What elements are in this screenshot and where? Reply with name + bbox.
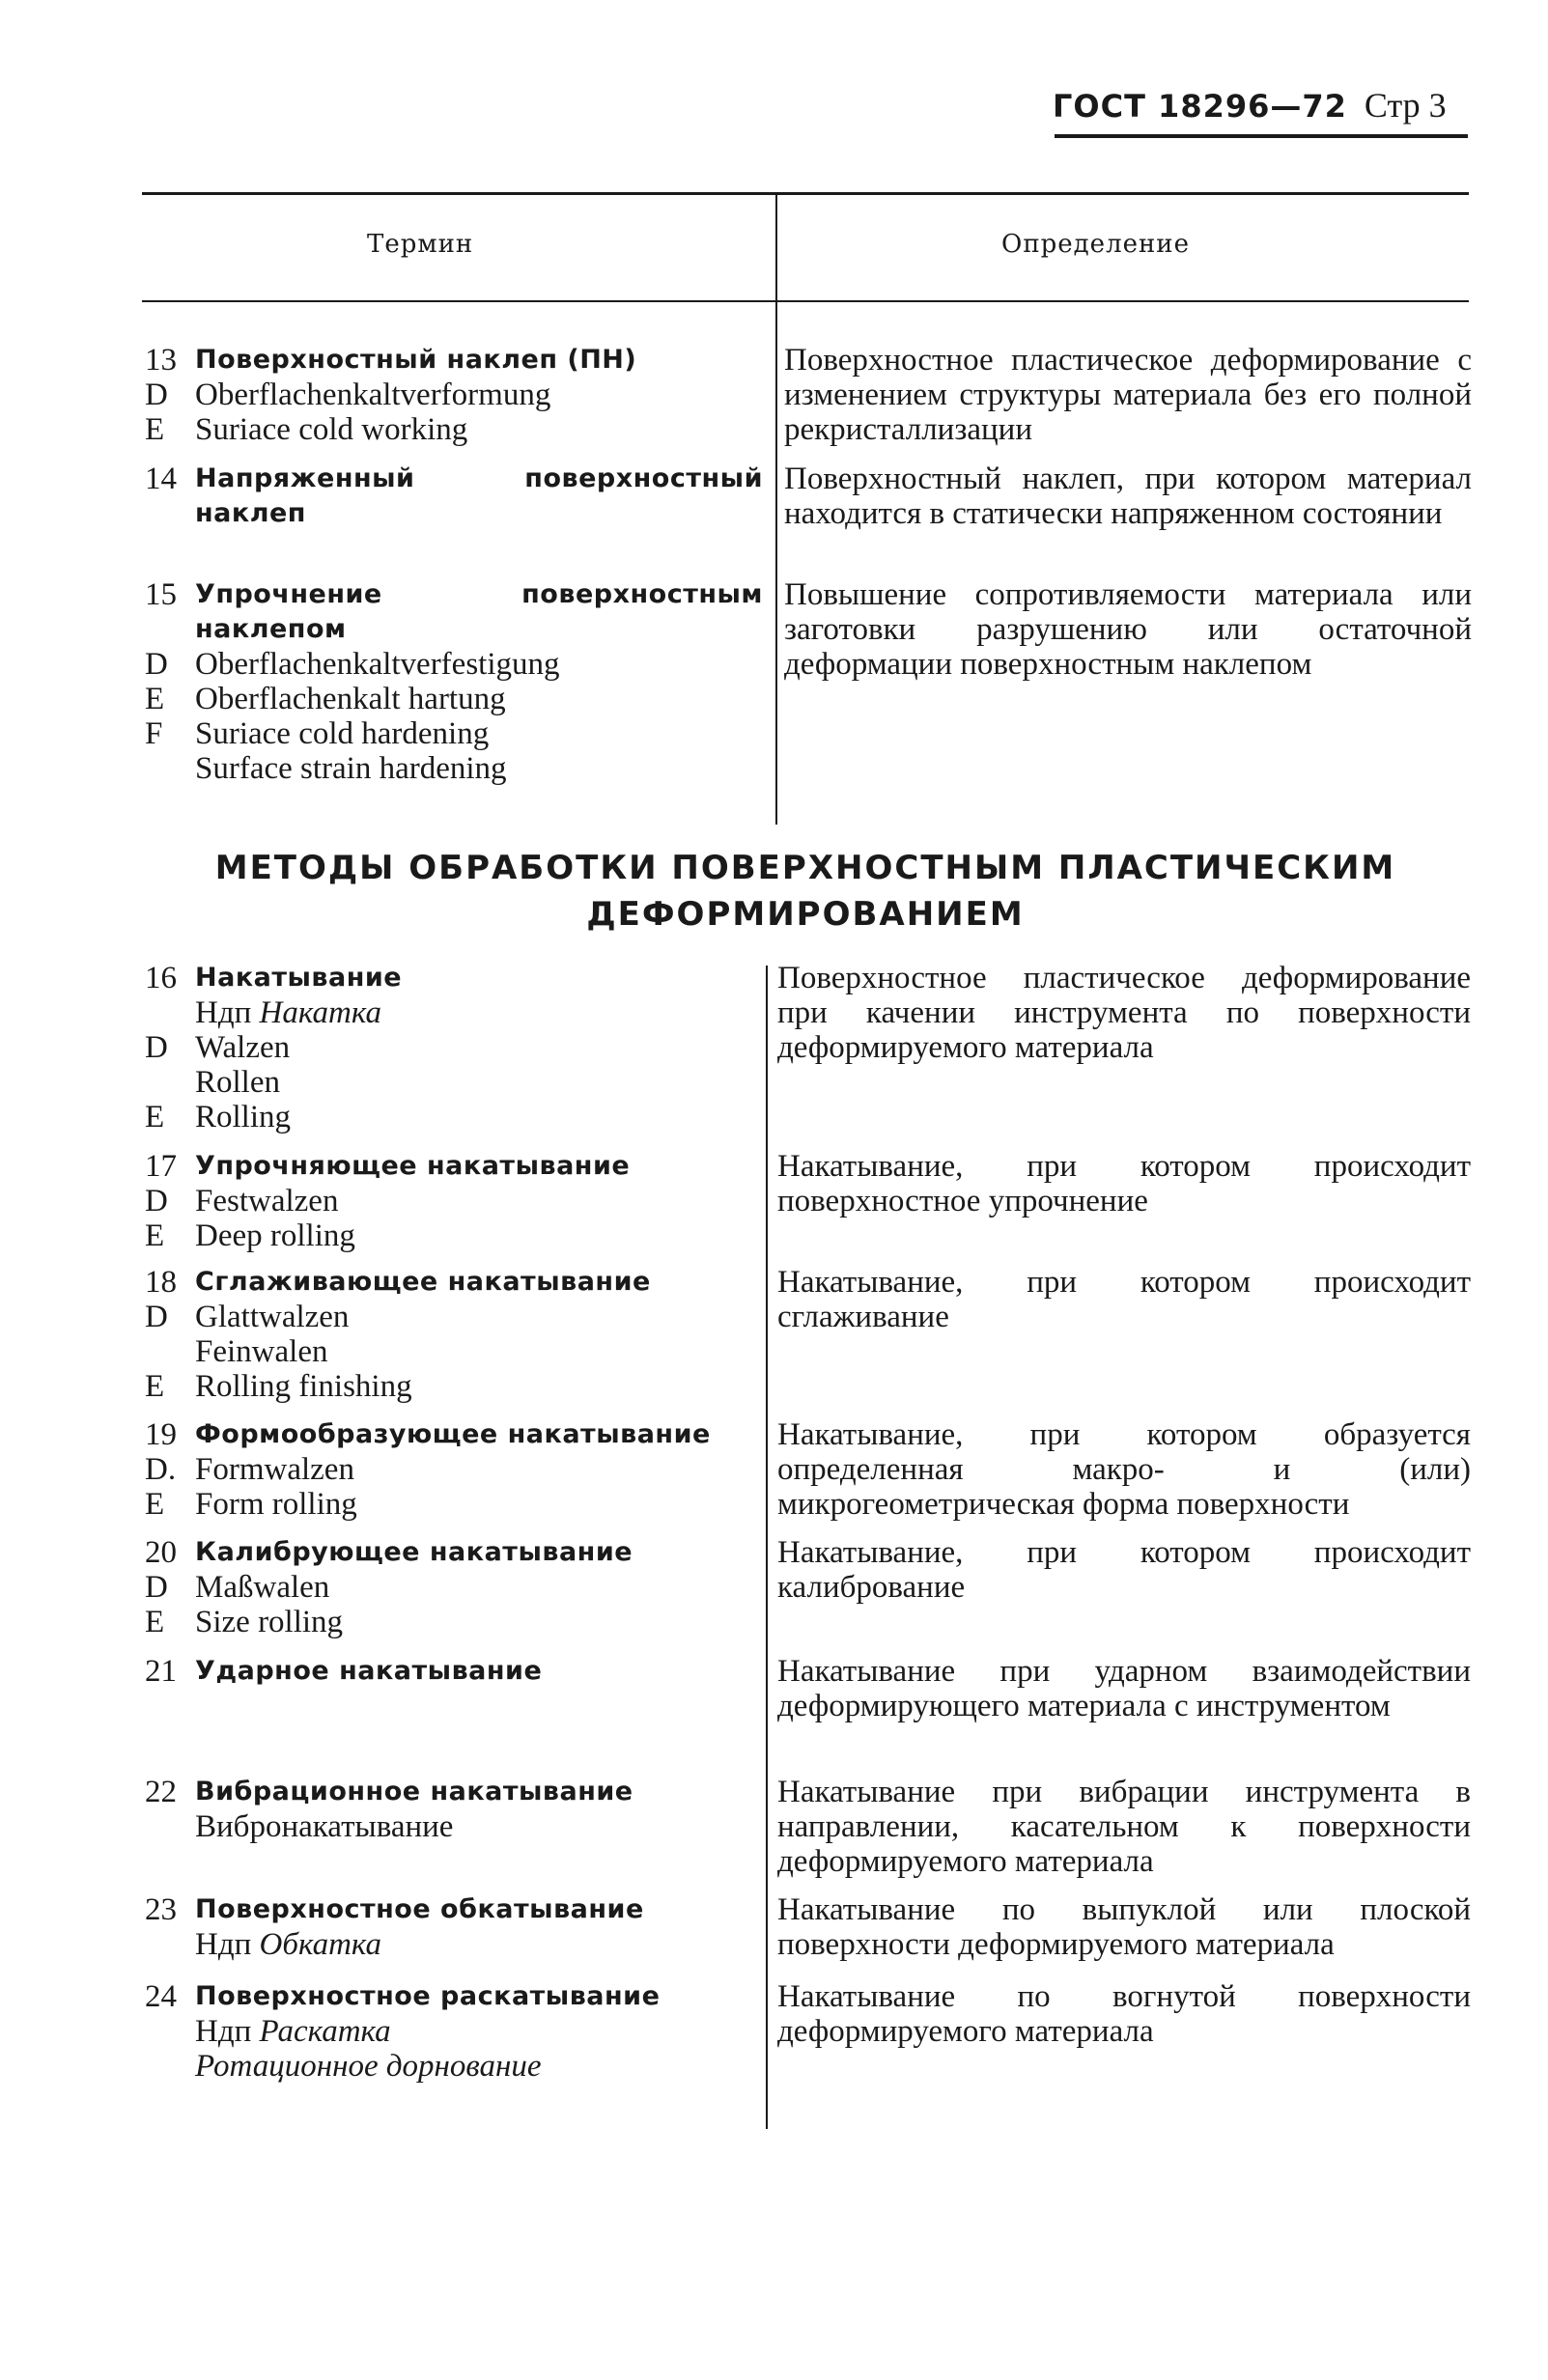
synonym-text: Walzen xyxy=(195,1030,291,1065)
synonym-text: Oberflachenkalt hartung xyxy=(195,682,506,716)
term-number: 24 xyxy=(145,1979,177,2014)
definition-14: Поверхностный наклеп, при котором материал находится в статически напряженном состоянии xyxy=(784,462,1472,531)
language-code xyxy=(145,995,195,1030)
term-number: 23 xyxy=(145,1892,177,1927)
synonym-text: Maßwalen xyxy=(195,1570,330,1605)
definition-15: Повышение сопротивляемости материала или заготовки разрушению или остаточной деформации поверхностным наклепом xyxy=(784,577,1472,682)
term-title: Поверхностное обкатывание xyxy=(195,1894,644,1924)
synonym-text: Deep rolling xyxy=(195,1218,355,1253)
term-synonym xyxy=(145,751,763,786)
term-title: Формообразующее накатывание xyxy=(195,1419,711,1449)
term-title: Ударное накатывание xyxy=(195,1656,543,1686)
column-header-definition: Определение xyxy=(1001,230,1191,259)
term-synonym xyxy=(145,412,763,447)
synonym-text: Oberflachenkaltverformung xyxy=(195,378,551,412)
section-title-line-2: ДЕФОРМИРОВАНИЕМ xyxy=(586,895,1025,934)
term-synonym xyxy=(145,1184,763,1218)
term-synonym xyxy=(145,682,763,716)
term-number: 18 xyxy=(145,1265,177,1300)
synonym-text: Rolling xyxy=(195,1100,292,1134)
language-code xyxy=(145,751,195,786)
definition-24: Накатывание по вогнутой поверхности деформируемого материала xyxy=(777,1979,1471,2049)
term-entry-22 xyxy=(145,1775,763,1844)
language-code: E xyxy=(145,682,165,716)
term-entry-21 xyxy=(145,1654,763,1689)
synonym-text: Size rolling xyxy=(195,1605,344,1639)
page-number: Стр 3 xyxy=(1364,86,1447,125)
language-code xyxy=(145,2014,195,2049)
term-title: Упрочняющее накатывание xyxy=(195,1151,631,1181)
synonym-text: Ндп Накатка xyxy=(195,995,381,1030)
language-code: D xyxy=(145,1570,168,1605)
term-number: 14 xyxy=(145,462,177,496)
term-entry-17 xyxy=(145,1149,763,1253)
language-code xyxy=(145,1334,195,1369)
definition-18: Накатывание, при котором происходит сглаживание xyxy=(777,1265,1471,1334)
term-synonym xyxy=(145,1927,763,1962)
definition-13: Поверхностное пластическое деформирование с изменением структуры материала без его полной рекристаллизации xyxy=(784,343,1472,447)
language-code: D xyxy=(145,1030,168,1065)
synonym-text: Rollen xyxy=(195,1065,280,1100)
column-divider-lower xyxy=(766,966,768,2129)
language-code: E xyxy=(145,412,165,447)
term-synonym xyxy=(145,2014,763,2049)
synonym-text: Вибронакатывание xyxy=(195,1809,454,1844)
header-underline xyxy=(1055,134,1468,138)
term-synonym xyxy=(145,1218,763,1253)
synonym-text: Form rolling xyxy=(195,1487,357,1522)
language-code: D. xyxy=(145,1452,177,1487)
synonym-text: Surface strain hardening xyxy=(195,751,507,786)
language-code: D xyxy=(145,647,168,682)
term-synonym xyxy=(145,716,763,751)
term-entry-13 xyxy=(145,343,763,447)
term-synonym xyxy=(145,995,763,1030)
synonym-text: Ротационное дорнование xyxy=(195,2049,542,2084)
term-synonym xyxy=(145,378,763,412)
term-number: 21 xyxy=(145,1654,177,1689)
language-code xyxy=(145,1809,195,1844)
term-title: Поверхностный наклеп (ПН) xyxy=(195,345,637,375)
term-number: 13 xyxy=(145,343,177,378)
term-synonym xyxy=(145,1809,763,1844)
language-code: F xyxy=(145,716,163,751)
language-code xyxy=(145,1927,195,1962)
column-header-term: Термин xyxy=(367,230,474,259)
section-title-line-1: МЕТОДЫ ОБРАБОТКИ ПОВЕРХНОСТНЫМ ПЛАСТИЧЕСКИМ xyxy=(214,849,1396,887)
language-code: D xyxy=(145,1300,168,1334)
term-entry-19 xyxy=(145,1417,763,1522)
language-code: E xyxy=(145,1100,165,1134)
synonym-text: Formwalzen xyxy=(195,1452,354,1487)
definition-23: Накатывание по выпуклой или плоской поверхности деформируемого материала xyxy=(777,1892,1471,1962)
term-synonym xyxy=(145,647,763,682)
synonym-text: Festwalzen xyxy=(195,1184,339,1218)
synonym-text: Feinwalen xyxy=(195,1334,328,1369)
term-synonym xyxy=(145,1487,763,1522)
term-synonym xyxy=(145,1030,763,1065)
definition-20: Накатывание, при котором происходит калибрование xyxy=(777,1535,1471,1605)
term-synonym xyxy=(145,2049,763,2084)
synonym-text: Oberflachenkaltverfestigung xyxy=(195,647,560,682)
term-synonym xyxy=(145,1452,763,1487)
term-title: Калибрующее накатывание xyxy=(195,1537,633,1567)
definition-17: Накатывание, при котором происходит поверхностное упрочнение xyxy=(777,1149,1471,1218)
synonym-text: Suriace cold hardening xyxy=(195,716,490,751)
term-entry-24 xyxy=(145,1979,763,2084)
language-code: D xyxy=(145,1184,168,1218)
term-synonym xyxy=(145,1605,763,1639)
synonym-text: Ндп Обкатка xyxy=(195,1927,382,1962)
definition-22: Накатывание при вибрации инструмента в направлении, касательном к поверхности деформируемого материала xyxy=(777,1775,1471,1879)
table-head-rule xyxy=(142,300,1469,302)
table-top-rule xyxy=(142,192,1469,195)
language-code: D xyxy=(145,378,168,412)
term-title: Вибрационное накатывание xyxy=(195,1777,633,1806)
term-number: 16 xyxy=(145,961,177,995)
language-code: E xyxy=(145,1605,165,1639)
term-entry-23 xyxy=(145,1892,763,1962)
term-synonym xyxy=(145,1570,763,1605)
definition-16: Поверхностное пластическое деформирование при качении инструмента по поверхности деформируемого материала xyxy=(777,961,1471,1065)
section-title xyxy=(142,845,1469,938)
term-title: Упрочнение поверхностным наклепом xyxy=(195,579,763,644)
language-code xyxy=(145,2049,195,2084)
term-entry-15 xyxy=(145,577,763,786)
term-title: Накатывание xyxy=(195,963,403,993)
term-title: Поверхностное раскатывание xyxy=(195,1981,661,2011)
term-number: 20 xyxy=(145,1535,177,1570)
term-synonym xyxy=(145,1334,763,1369)
term-entry-14 xyxy=(145,462,763,531)
term-number: 17 xyxy=(145,1149,177,1184)
definition-21: Накатывание при ударном взаимодействии деформирующего материала с инструментом xyxy=(777,1654,1471,1723)
definition-19: Накатывание, при котором образуется определенная макро- и (или) микрогеометрическая форма поверхности xyxy=(777,1417,1471,1522)
term-synonym xyxy=(145,1065,763,1100)
term-entry-16 xyxy=(145,961,763,1134)
term-number: 22 xyxy=(145,1775,177,1809)
term-number: 19 xyxy=(145,1417,177,1452)
synonym-text: Ндп Раскатка xyxy=(195,2014,391,2049)
term-entry-18 xyxy=(145,1265,763,1404)
column-divider-upper xyxy=(775,192,777,825)
language-code: E xyxy=(145,1487,165,1522)
language-code: E xyxy=(145,1369,165,1404)
language-code: E xyxy=(145,1218,165,1253)
term-synonym xyxy=(145,1369,763,1404)
term-number: 15 xyxy=(145,577,177,612)
language-code xyxy=(145,1065,195,1100)
standard-number: ГОСТ 18296—72 xyxy=(1053,88,1347,125)
term-title: Напряженный поверхностный наклеп xyxy=(195,463,763,528)
term-synonym xyxy=(145,1300,763,1334)
term-synonym xyxy=(145,1100,763,1134)
page-header xyxy=(1053,85,1447,126)
synonym-text: Suriace cold working xyxy=(195,412,468,447)
term-title: Сглаживающее накатывание xyxy=(195,1267,651,1297)
term-entry-20 xyxy=(145,1535,763,1639)
synonym-text: Rolling finishing xyxy=(195,1369,412,1404)
synonym-text: Glattwalzen xyxy=(195,1300,350,1334)
